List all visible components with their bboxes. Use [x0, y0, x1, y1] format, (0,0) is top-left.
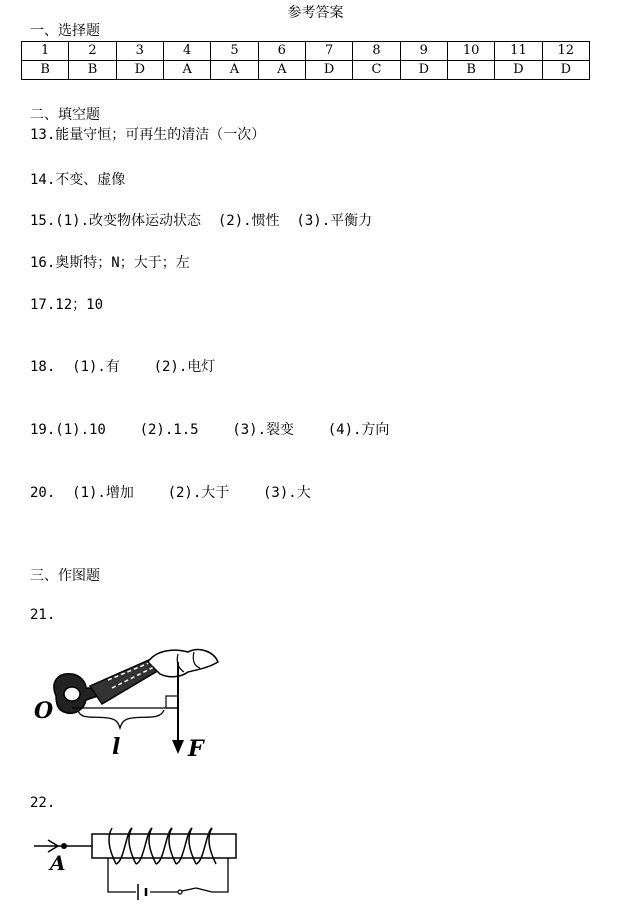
table-cell: 4 — [163, 42, 210, 61]
table-cell: 3 — [116, 42, 163, 61]
table-cell: 12 — [542, 42, 589, 61]
answer-table — [21, 41, 590, 80]
table-cell: 6 — [258, 42, 305, 61]
force-arrowhead — [172, 740, 184, 754]
circuit-wires — [108, 858, 228, 892]
answer-q18: 18. (1).有 (2).电灯 — [30, 359, 216, 375]
table-cell: B — [447, 61, 494, 80]
solenoid-core — [92, 834, 236, 858]
table-cell: A — [258, 61, 305, 80]
page-title: 参考答案 — [287, 5, 344, 21]
wrench-drawing — [54, 650, 218, 714]
solenoid-diagram — [28, 818, 258, 912]
table-cell: 2 — [69, 42, 116, 61]
force-label: F — [188, 736, 204, 762]
table-cell: D — [542, 61, 589, 80]
table-cell: 11 — [495, 42, 542, 61]
answer-q16: 16.奥斯特；N；大于；左 — [30, 255, 190, 271]
section-fill-heading: 二、填空题 — [30, 107, 100, 123]
answer-q20: 20. (1).增加 (2).大于 (3).大 — [30, 485, 311, 501]
point-a-label: A — [50, 851, 66, 875]
table-cell: 9 — [400, 42, 447, 61]
answer-q14: 14.不变、虚像 — [30, 172, 126, 188]
table-cell: D — [400, 61, 447, 80]
table-cell: D — [116, 61, 163, 80]
answer-q21-number: 21. — [30, 607, 56, 623]
table-cell: 8 — [353, 42, 400, 61]
section-choice-heading: 一、选择题 — [30, 23, 100, 39]
table-cell: 5 — [211, 42, 258, 61]
pivot-label: O — [34, 698, 54, 724]
table-cell: D — [495, 61, 542, 80]
section-drawing-heading: 三、作图题 — [30, 568, 100, 584]
arm-label: l — [112, 734, 121, 760]
answer-table-answer-row — [22, 61, 590, 80]
answer-q13: 13.能量守恒；可再生的清洁（一次） — [30, 127, 266, 143]
table-cell: C — [353, 61, 400, 80]
arm-brace — [78, 710, 164, 728]
table-cell: A — [211, 61, 258, 80]
answer-q22-number: 22. — [30, 795, 56, 811]
right-angle-marker — [166, 696, 178, 708]
table-cell: D — [305, 61, 352, 80]
table-cell: B — [69, 61, 116, 80]
table-cell: 10 — [447, 42, 494, 61]
switch-lever — [182, 888, 196, 891]
lever-diagram — [28, 638, 238, 768]
answer-q15: 15.(1).改变物体运动状态 (2).惯性 (3).平衡力 — [30, 213, 373, 229]
answer-q19: 19.(1).10 (2).1.5 (3).裂变 (4).方向 — [30, 422, 390, 438]
table-cell: 7 — [305, 42, 352, 61]
switch-contact — [178, 890, 182, 894]
answer-q17: 17.12；10 — [30, 297, 104, 313]
table-cell: A — [163, 61, 210, 80]
table-cell: B — [22, 61, 69, 80]
table-cell: 1 — [22, 42, 69, 61]
answer-table-number-row — [22, 42, 590, 61]
